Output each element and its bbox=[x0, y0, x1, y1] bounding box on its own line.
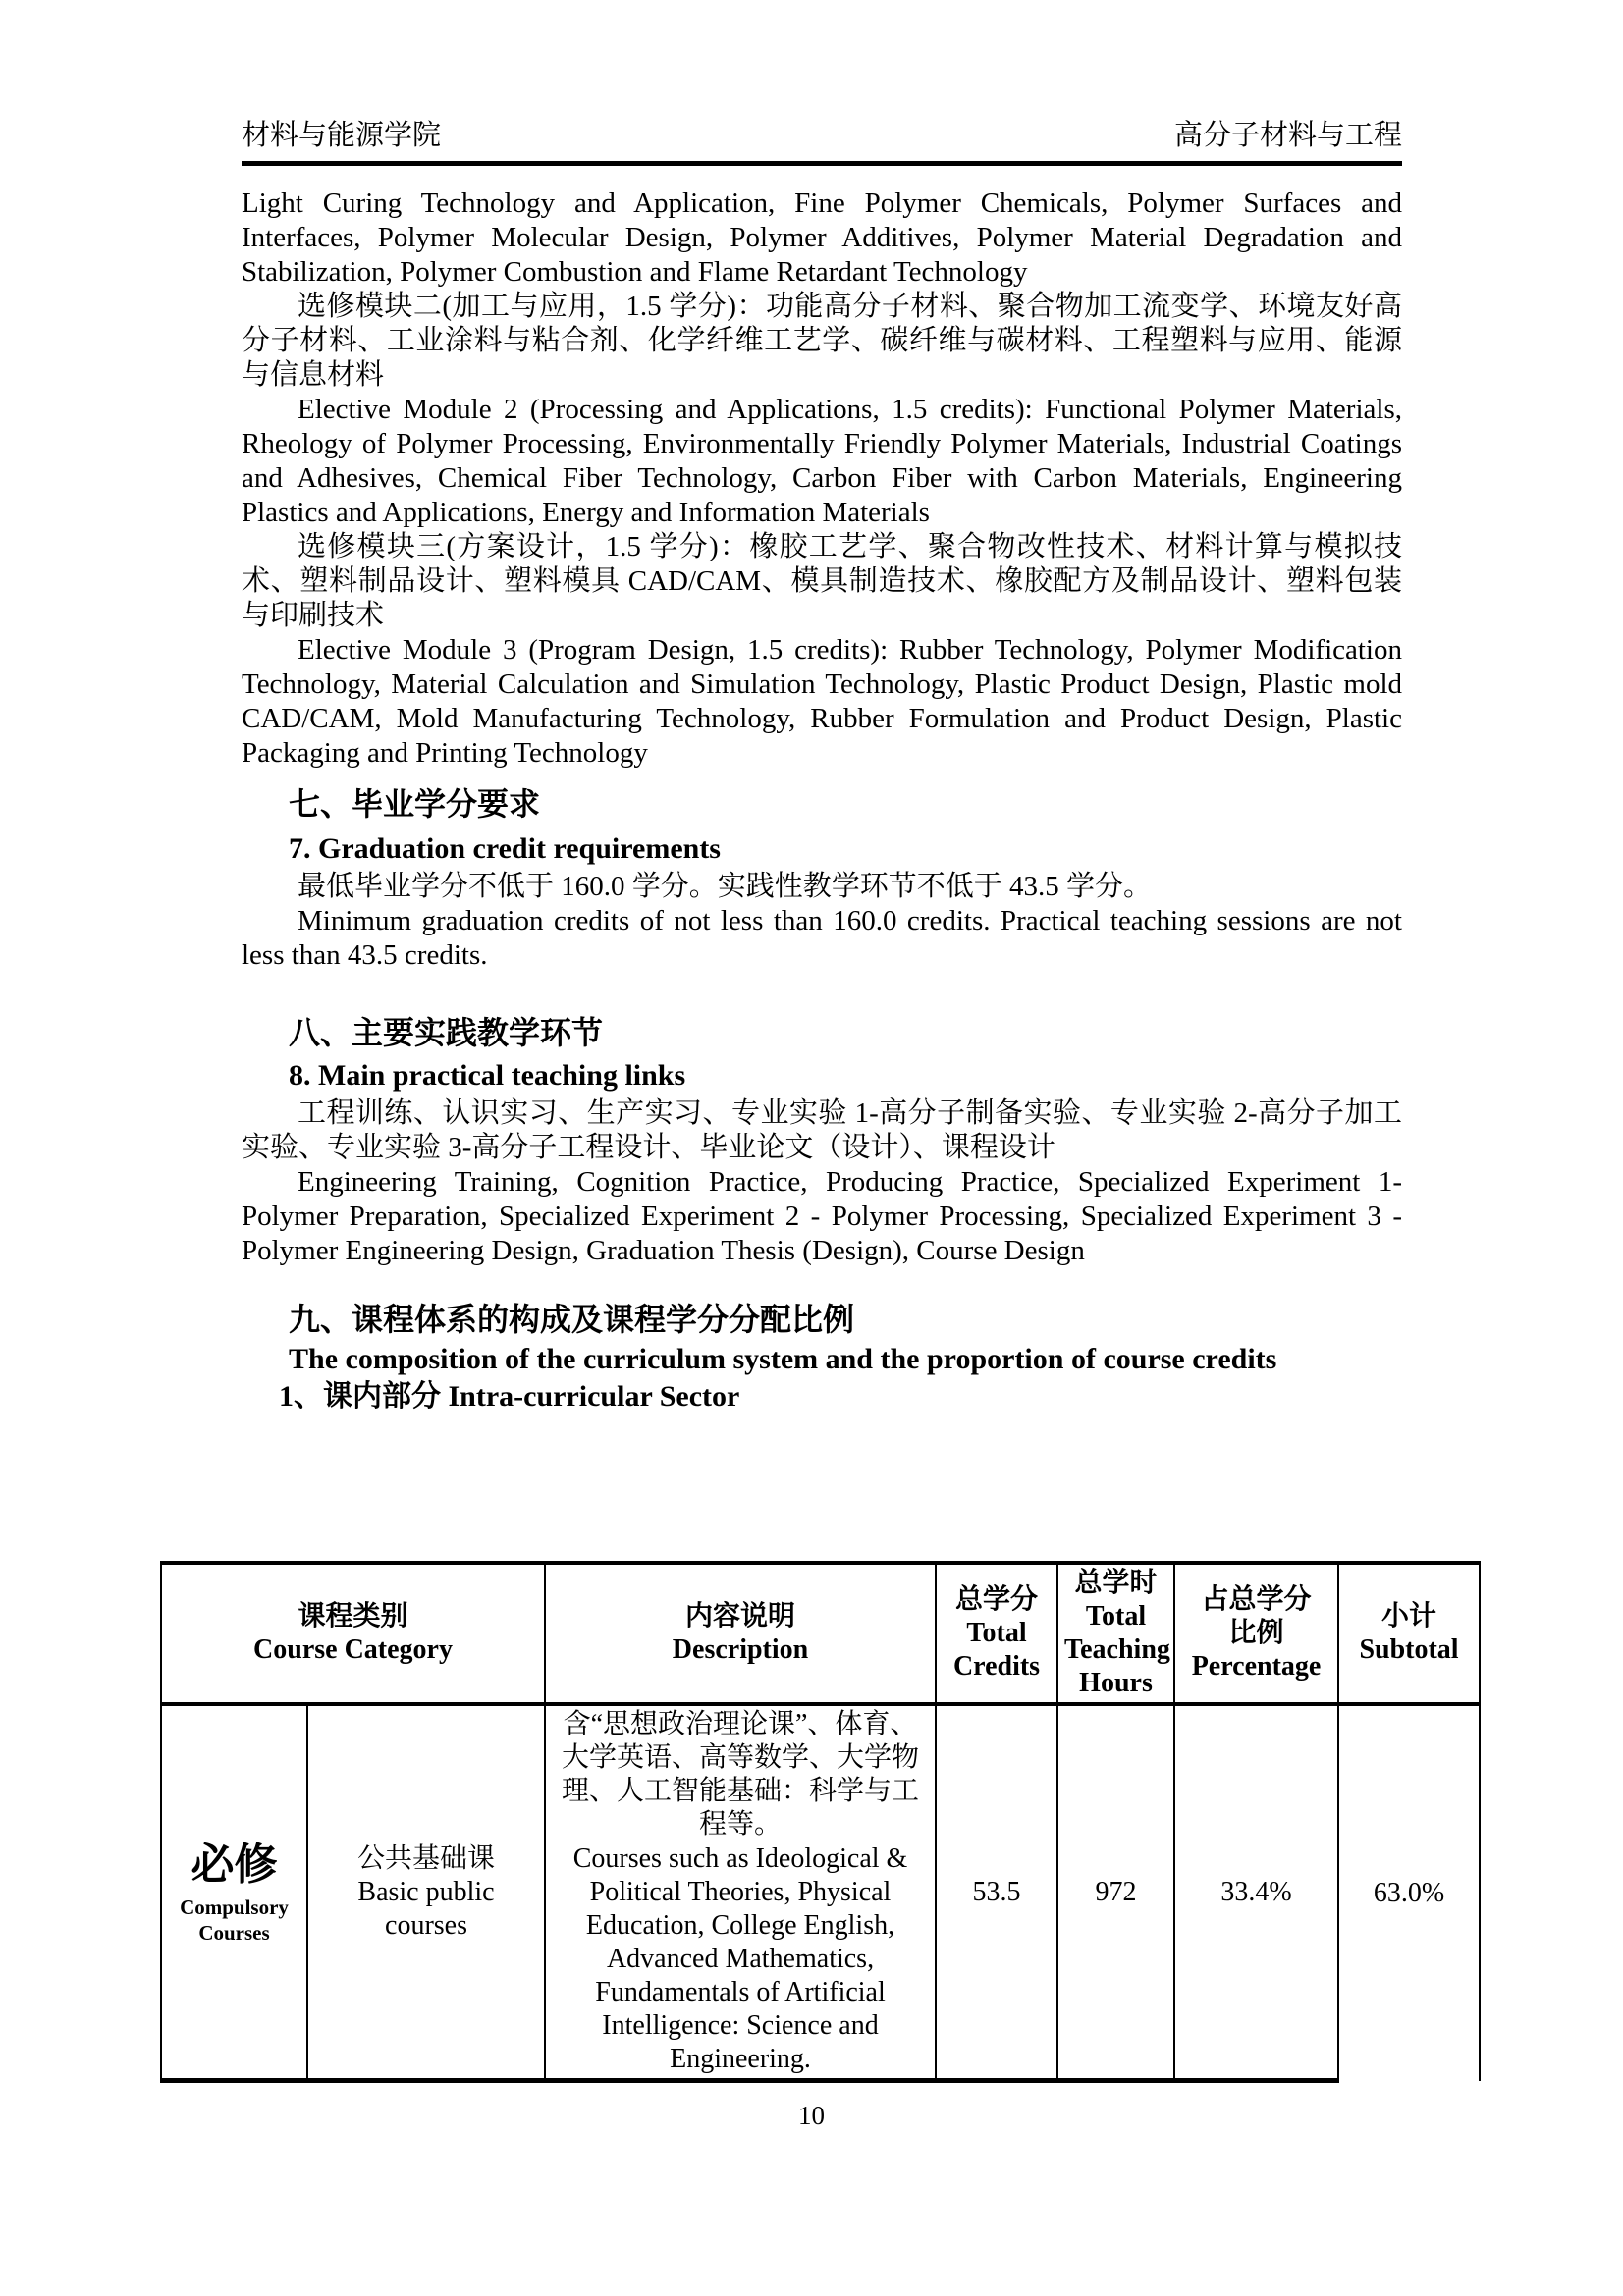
col-header-description-en: Description bbox=[672, 1634, 809, 1665]
main-text-column bbox=[242, 187, 1402, 1415]
paragraph-elective2-en: Elective Module 2 (Processing and Applications, 1.5 credits): Functional Polymer Materials, Rheology of Polymer Processing, Environmentally Friendly Polymer Materials, Industrial Coatings and Adhesives, Chemical Fiber Technology, Carbon Fiber with Carbon Materials, Engineering Plastics and Applications, Energy and Information Materials bbox=[242, 394, 1402, 528]
table-row-compulsory-basic-public bbox=[161, 1704, 1480, 2081]
section8-title-en: 8. Main practical teaching links bbox=[289, 1059, 686, 1092]
cell-description bbox=[545, 1704, 936, 2081]
cell-course-category bbox=[307, 1704, 545, 2081]
section7-body-en: Minimum graduation credits of not less than 160.0 credits. Practical teaching sessions are not less than 43.5 credits. bbox=[242, 905, 1402, 971]
cell-percentage: 33.4% bbox=[1174, 1704, 1338, 2081]
col-header-subtotal-zh: 小计 bbox=[1381, 1601, 1437, 1631]
section9-subsection1-title: 1、课内部分 Intra-curricular Sector bbox=[279, 1380, 740, 1413]
page-number: 10 bbox=[798, 2101, 825, 2130]
col-header-course-category-en: Course Category bbox=[253, 1634, 453, 1665]
header-right-title: 高分子材料与工程 bbox=[1173, 120, 1402, 151]
cell-course-category-en: Basic public courses bbox=[357, 1876, 495, 1941]
paragraph-elective1-courses-en: Light Curing Technology and Application, Fine Polymer Chemicals, Polymer Surfaces and Interfaces, Polymer Molecular Design, Polymer Additives, Polymer Material Degradation and Stabilization, Polymer Combustion and Flame Retardant Technology bbox=[242, 187, 1402, 288]
col-header-total-credits-zh: 总学分 bbox=[955, 1584, 1039, 1615]
col-header-total-credits-en: Total Credits bbox=[952, 1618, 1041, 1682]
paragraph-elective3-en: Elective Module 3 (Program Design, 1.5 credits): Rubber Technology, Polymer Modification Technology, Material Calculation and Simulation Technology, Plastic Product Design, Plastic mold CAD/CAM, Mold Manufacturing Technology, Rubber Formulation and Product Design, Plastic Packaging and Printing Technology bbox=[242, 634, 1402, 769]
col-header-total-credits bbox=[936, 1563, 1057, 1704]
col-header-percentage-zh: 占总学分比例 bbox=[1201, 1584, 1312, 1648]
col-header-subtotal bbox=[1338, 1563, 1480, 1704]
col-header-total-teaching-hours-zh: 总学时 bbox=[1074, 1568, 1158, 1598]
col-header-description-zh: 内容说明 bbox=[685, 1601, 796, 1631]
section7-body-zh: 最低毕业学分不低于 160.0 学分。实践性教学环节不低于 43.5 学分。 bbox=[298, 871, 1153, 902]
cell-total-teaching-hours: 972 bbox=[1057, 1704, 1174, 2081]
col-header-percentage bbox=[1174, 1563, 1338, 1704]
col-header-subtotal-en: Subtotal bbox=[1359, 1634, 1459, 1665]
cell-description-en: Courses such as Ideological & Political Theories, Physical Education, College English, Advanced Mathematics, Fundamentals of Artificial Intelligence: Science and Engineering. bbox=[572, 1843, 908, 2074]
col-header-total-teaching-hours bbox=[1057, 1563, 1174, 1704]
cell-course-type-en: Compulsory Courses bbox=[180, 1895, 289, 1945]
cell-course-type bbox=[161, 1704, 307, 2081]
cell-course-category-zh: 公共基础课 bbox=[357, 1842, 496, 1874]
cell-description-zh: 含“思想政治理论课”、体育、大学英语、高等数学、大学物理、人工智能基础：科学与工程等。 bbox=[562, 1709, 920, 1840]
cell-subtotal: 63.0% bbox=[1338, 1704, 1480, 2081]
section9-title-en: The composition of the curriculum system and the proportion of course credits bbox=[289, 1343, 1277, 1375]
section7-title-en: 7. Graduation credit requirements bbox=[289, 832, 721, 865]
cell-total-credits: 53.5 bbox=[936, 1704, 1057, 2081]
col-header-course-category-zh: 课程类别 bbox=[298, 1601, 408, 1631]
col-header-percentage-en: Percentage bbox=[1191, 1651, 1322, 1682]
header-left-title: 材料与能源学院 bbox=[242, 120, 442, 151]
col-header-description bbox=[545, 1563, 936, 1704]
col-header-total-teaching-hours-en: Total Teaching Hours bbox=[1064, 1601, 1170, 1698]
section8-body-zh: 工程训练、认识实习、生产实习、专业实验 1-高分子制备实验、专业实验 2-高分子加工实验、专业实验 3-高分子工程设计、毕业论文（设计）、课程设计 bbox=[242, 1097, 1402, 1163]
cell-course-type-zh: 必修 bbox=[190, 1840, 278, 1889]
section8-title-zh: 八、主要实践教学环节 bbox=[289, 1015, 604, 1050]
section8-body-en: Engineering Training, Cognition Practice, Producing Practice, Specialized Experiment 1- Polymer Preparation, Specialized Experiment 2 - Polymer Processing, Specialized Experiment 3 - Polymer Engineering Design, Graduation Thesis (Design), Course Design bbox=[242, 1166, 1402, 1266]
section9-title-zh: 九、课程体系的构成及课程学分分配比例 bbox=[289, 1302, 855, 1337]
curriculum-table bbox=[160, 1561, 1481, 2083]
section7-title-zh: 七、毕业学分要求 bbox=[289, 786, 541, 822]
running-header bbox=[242, 120, 1402, 166]
paragraph-elective3-zh: 选修模块三(方案设计，1.5 学分)：橡胶工艺学、聚合物改性技术、材料计算与模拟技术、塑料制品设计、塑料模具 CAD/CAM、模具制造技术、橡胶配方及制品设计、塑料包装与印刷技术 bbox=[242, 531, 1402, 631]
curriculum-table-wrap bbox=[160, 1561, 1481, 2083]
paragraph-elective2-zh: 选修模块二(加工与应用，1.5 学分)：功能高分子材料、聚合物加工流变学、环境友好高分子材料、工业涂料与粘合剂、化学纤维工艺学、碳纤维与碳材料、工程塑料与应用、能源与信息材料 bbox=[242, 291, 1402, 391]
table-header-row bbox=[161, 1563, 1480, 1704]
col-header-course-category bbox=[161, 1563, 545, 1704]
